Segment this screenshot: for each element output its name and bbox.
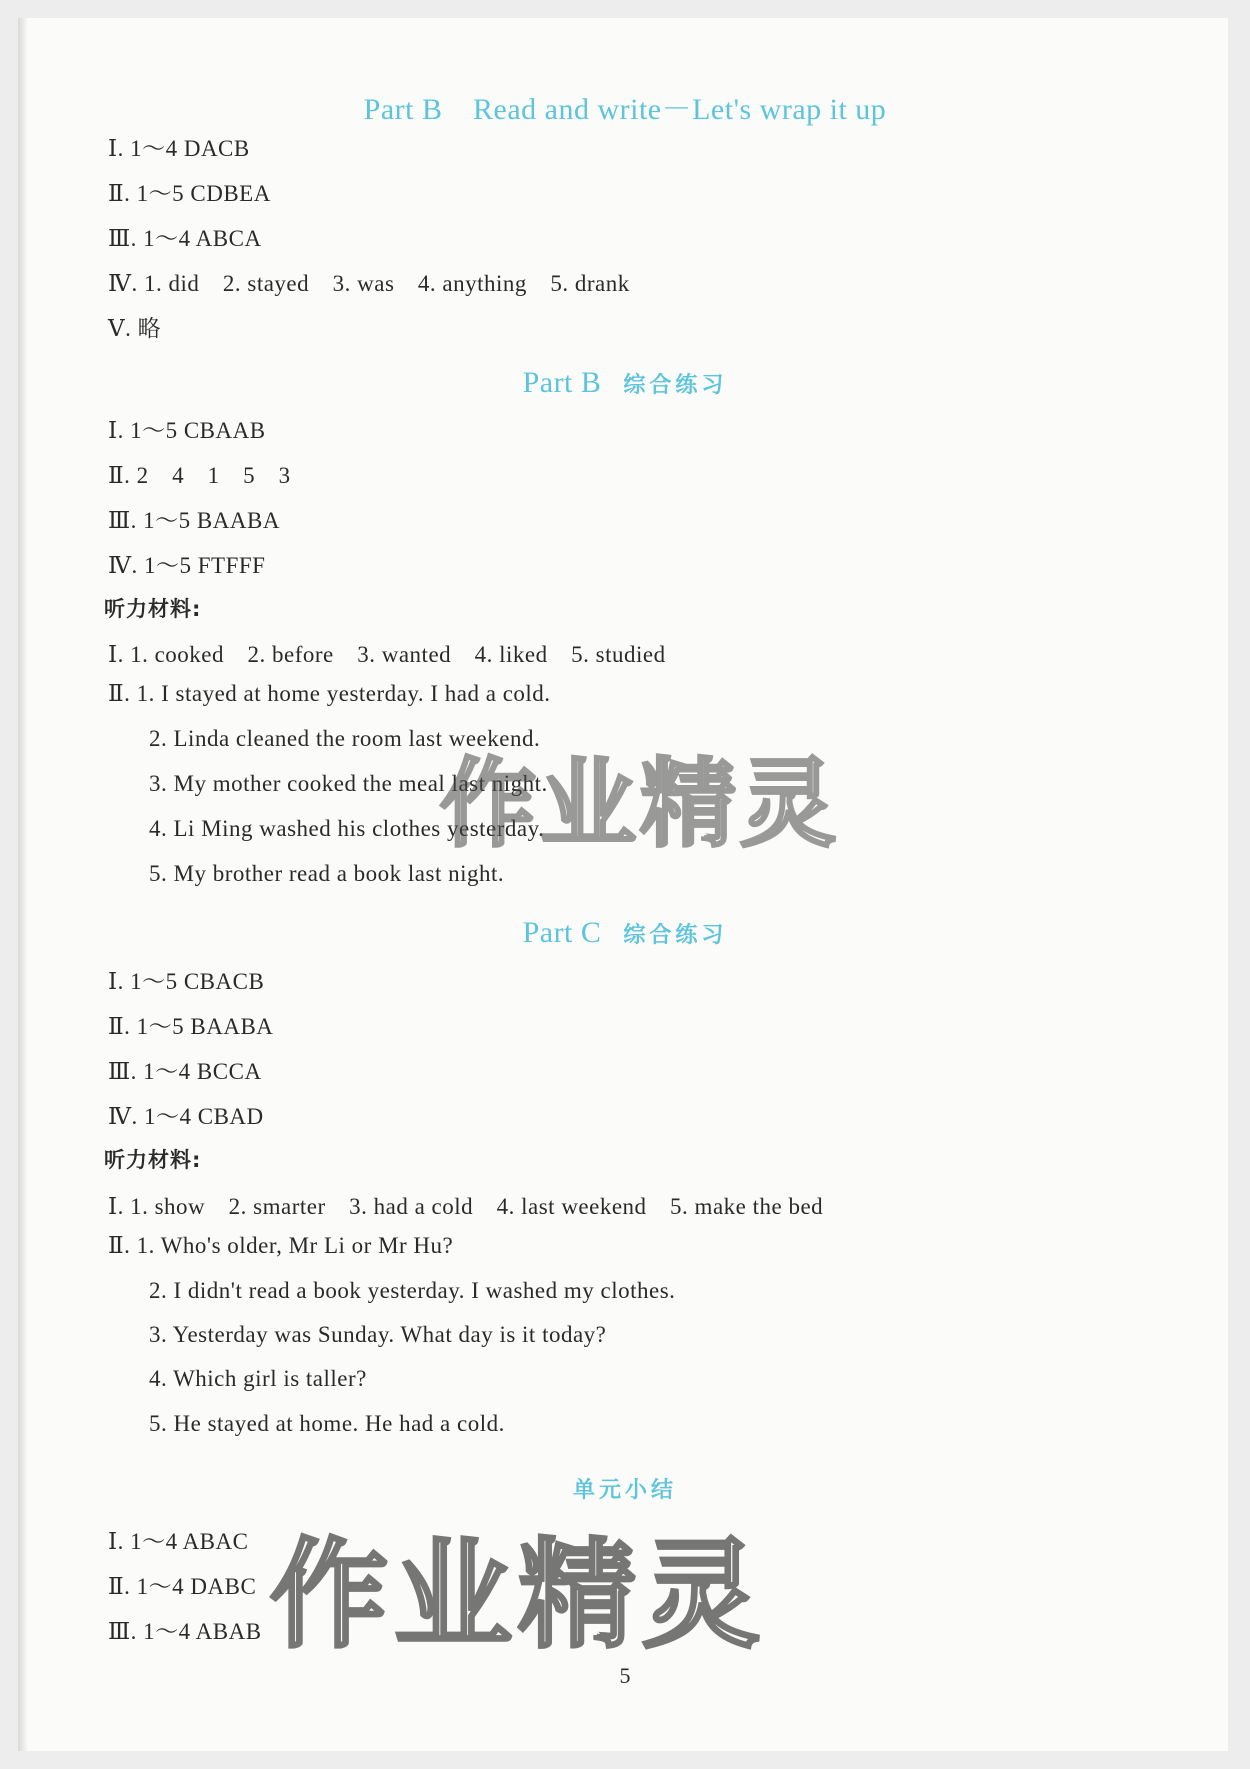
listening-subline: 3. Yesterday was Sunday. What day is it today? — [149, 1322, 607, 1347]
section-title-part-b-practice — [0, 366, 1250, 400]
section-title-en: Part C — [522, 916, 602, 949]
listening-material-label: 听力材料: — [104, 597, 202, 621]
answer-line: Ⅱ. 1～4 DABC — [108, 1574, 257, 1599]
answer-line: Ⅲ. 1～4 BCCA — [108, 1059, 262, 1084]
listening-line: Ⅰ. 1. show 2. smarter 3. had a cold 4. last weekend 5. make the bed — [108, 1194, 824, 1219]
answer-line: Ⅱ. 2 4 1 5 3 — [108, 463, 291, 488]
answer-line: Ⅰ. 1～5 CBAAB — [108, 418, 266, 443]
watermark-logo: 作业精灵 — [440, 748, 840, 860]
answer-line: Ⅱ. 1～5 BAABA — [108, 1014, 274, 1039]
listening-subline: 2. Linda cleaned the room last weekend. — [149, 726, 541, 751]
answer-line: Ⅱ. 1～5 CDBEA — [108, 181, 271, 206]
answer-line: Ⅲ. 1～4 ABCA — [108, 226, 262, 251]
listening-subline: 4. Li Ming washed his clothes yesterday. — [149, 816, 545, 841]
answer-line: Ⅲ. 1～4 ABAB — [108, 1619, 262, 1644]
listening-line: Ⅰ. 1. cooked 2. before 3. wanted 4. liked 5. studied — [108, 642, 666, 667]
answer-line: Ⅰ. 1～4 DACB — [108, 136, 250, 161]
section-title-part-c-practice — [0, 916, 1250, 950]
listening-line: Ⅱ. 1. I stayed at home yesterday. I had a cold. — [108, 681, 551, 706]
section-title-en: Part B — [522, 366, 602, 399]
answer-line: Ⅲ. 1～5 BAABA — [108, 508, 280, 533]
listening-subline: 4. Which girl is taller? — [149, 1366, 367, 1391]
answer-line: Ⅴ. 略 — [108, 316, 162, 341]
listening-material-label: 听力材料: — [104, 1148, 202, 1172]
section-title-cn: 综合练习 — [623, 373, 728, 398]
listening-subline: 5. He stayed at home. He had a cold. — [149, 1411, 505, 1436]
page-number: 5 — [619, 1663, 631, 1688]
answer-line: Ⅳ. 1～5 FTFFF — [108, 553, 266, 578]
section-title-read-and-write: Part B Read and write－Let's wrap it up — [363, 93, 887, 126]
section-title-cn: 综合练习 — [623, 923, 728, 948]
answer-line: Ⅰ. 1～5 CBACB — [108, 969, 265, 994]
answer-line: Ⅳ. 1～4 CBAD — [108, 1104, 264, 1129]
listening-line: Ⅱ. 1. Who's older, Mr Li or Mr Hu? — [108, 1233, 454, 1258]
answer-line: Ⅰ. 1～4 ABAC — [108, 1529, 249, 1554]
listening-subline: 5. My brother read a book last night. — [149, 861, 505, 886]
section-title-unit-summary: 单元小结 — [572, 1478, 677, 1503]
listening-subline: 3. My mother cooked the meal last night. — [149, 771, 548, 796]
listening-subline: 2. I didn't read a book yesterday. I washed my clothes. — [149, 1278, 676, 1303]
answer-line: Ⅳ. 1. did 2. stayed 3. was 4. anything 5. drank — [108, 271, 630, 296]
watermark-logo: 作业精灵 — [270, 1526, 767, 1664]
